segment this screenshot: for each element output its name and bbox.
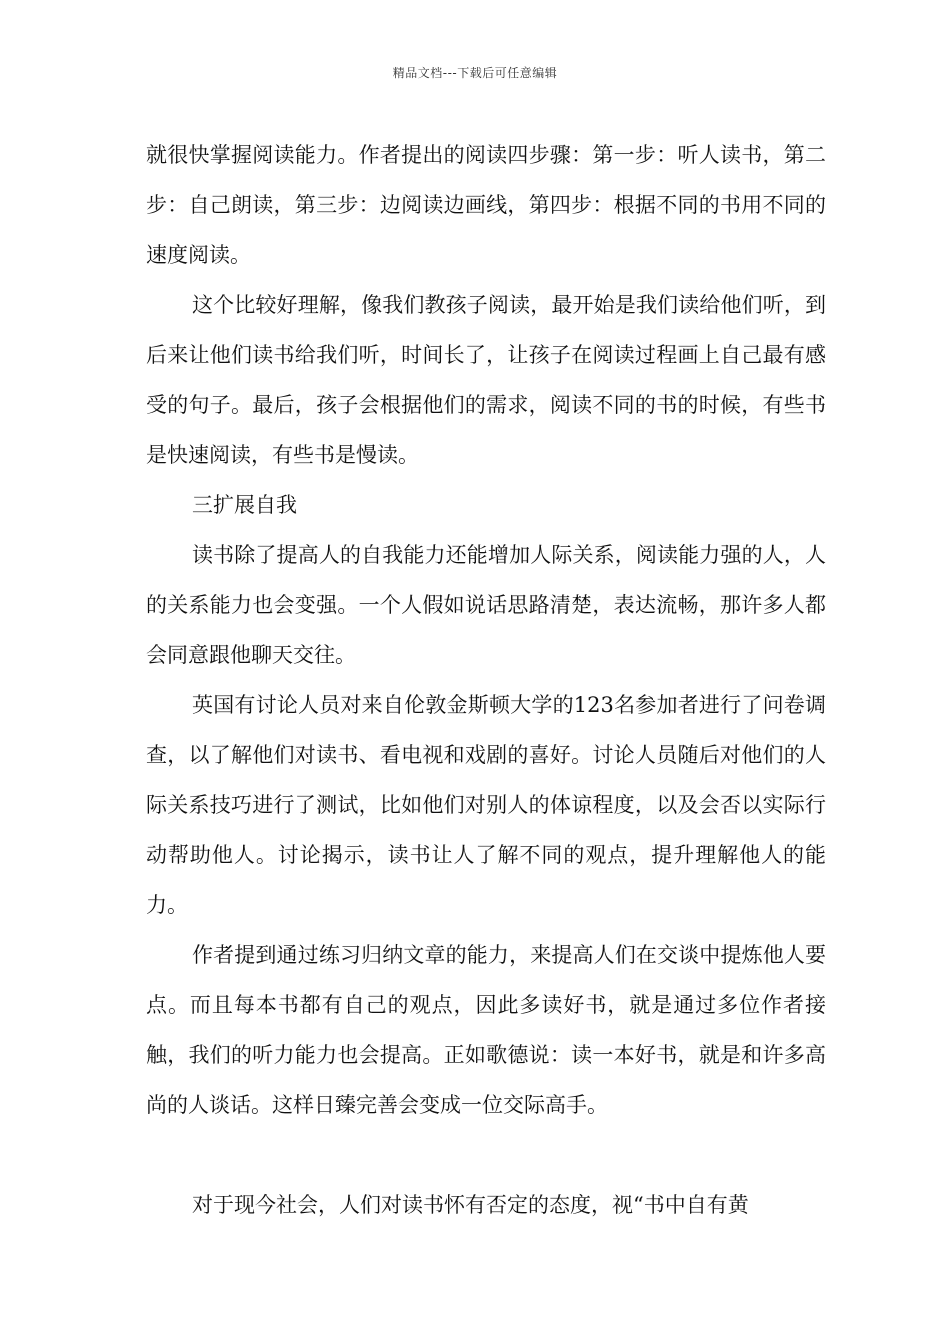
paragraph-teaching-children: 这个比较好理解，像我们教孩子阅读，最开始是我们读给他们听，到后来让他们读书给我们听，时间长了，让孩子在阅读过程画上自己最有感受的句子。最后，孩子会根据他们的需求，阅读不同的书的时候，有些书是快速阅读，有些书是慢读。 — [146, 293, 826, 467]
paragraph-continuation: 就很快掌握阅读能力。作者提出的阅读四步骤：第一步：听人读书，第二步：自己朗读，第三步：边阅读边画线，第四步：根据不同的书用不同的速度阅读。 — [146, 143, 826, 267]
document-body — [146, 130, 826, 1230]
paragraph-modern-society: 对于现今社会，人们对读书怀有否定的态度，视“书中自有黄 — [192, 1193, 749, 1217]
paragraph-gap — [146, 1130, 826, 1180]
paragraph-research-study: 英国有讨论人员对来自伦敦金斯顿大学的123名参加者进行了问卷调查，以了解他们对读书、看电视和戏剧的喜好。讨论人员随后对他们的人际关系技巧进行了测试，比如他们对别人的体谅程度，以及会否以实际行动帮助他人。讨论揭示，读书让人了解不同的观点，提升理解他人的能力。 — [146, 693, 826, 917]
paragraph-social-skills: 读书除了提高人的自我能力还能增加人际关系，阅读能力强的人，人的关系能力也会变强。一个人假如说话思路清楚，表达流畅，那许多人都会同意跟他聊天交往。 — [146, 543, 826, 667]
paragraph-summarizing-ability: 作者提到通过练习归纳文章的能力，来提高人们在交谈中提炼他人要点。而且每本书都有自己的观点，因此多读好书，就是通过多位作者接触，我们的听力能力也会提高。正如歌德说：读一本好书，就是和许多高尚的人谈话。这样日臻完善会变成一位交际高手。 — [146, 943, 826, 1117]
page-header: 精品文档---下载后可任意编辑 — [392, 66, 558, 80]
section-heading: 三扩展自我 — [192, 493, 297, 517]
